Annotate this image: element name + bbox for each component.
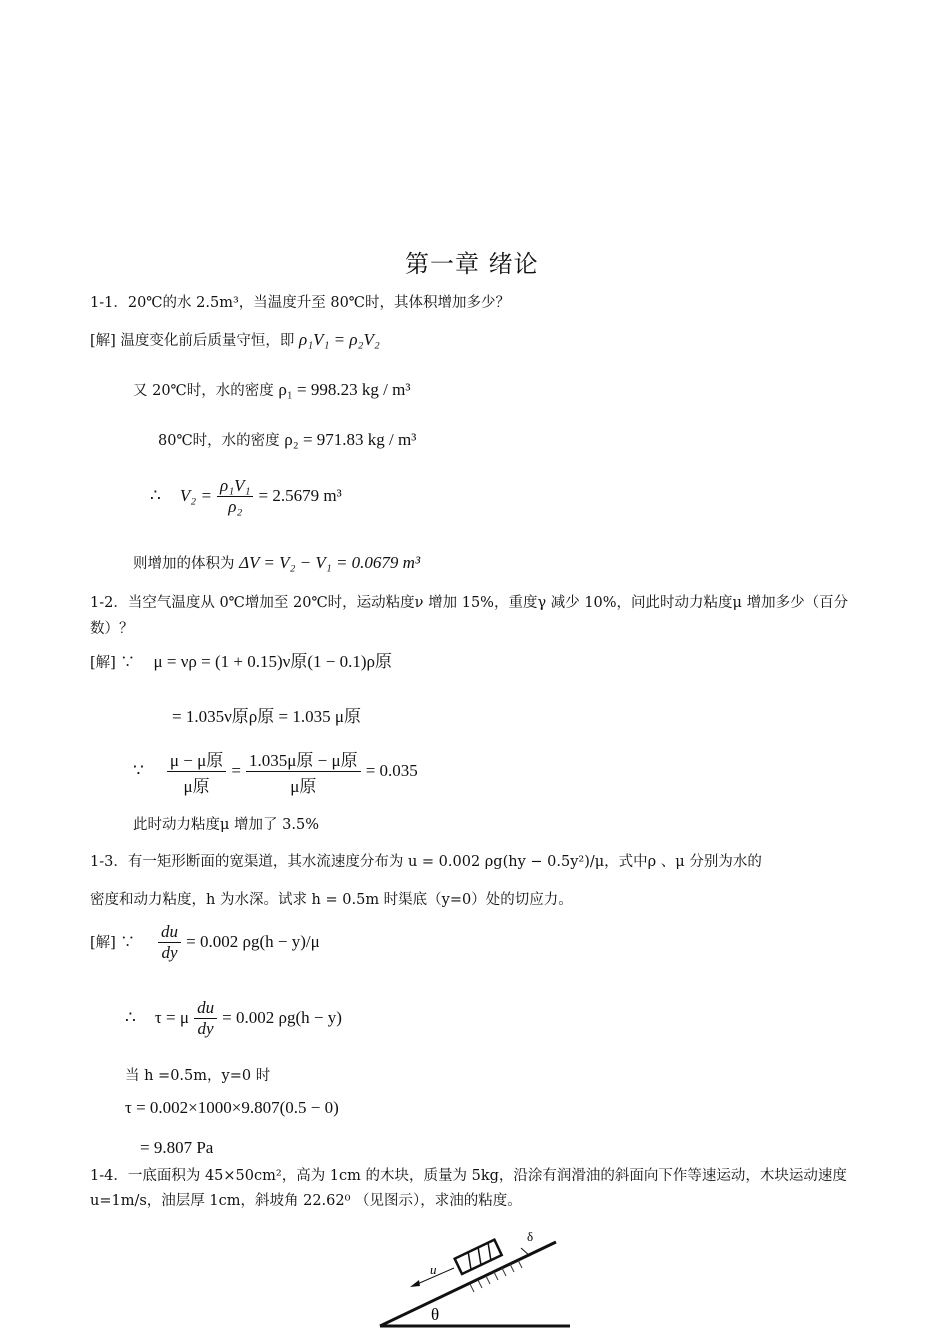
delta-label: δ — [527, 1229, 534, 1244]
velocity-gradient-equation — [90, 922, 320, 963]
problem-1-4-question: 1-4．一底面积为 45×50cm²，高为 1cm 的木块，质量为 5kg，沿涂有润滑油的斜面向下作等速运动，木块运动速度 u=1m/s，油层厚 1cm，斜坡角 22.62⁰ （见图示），求油的粘度。 — [90, 1168, 847, 1209]
tau-rhs: = 0.002 ρg(h − y) — [222, 1008, 342, 1027]
ratio-fraction-1 — [167, 746, 226, 797]
problem-1-2-eq1-line — [90, 652, 392, 673]
du-numerator: du — [194, 998, 217, 1019]
du-dy-fraction — [158, 922, 181, 963]
wooden-block — [455, 1240, 502, 1274]
equals-sign: = — [231, 761, 241, 780]
v2-rhs: = 2.5679 m³ — [258, 486, 342, 505]
ratio-fraction-2 — [246, 746, 361, 797]
v2-fraction — [217, 476, 253, 517]
v2-denominator: ρ₂ — [228, 497, 243, 516]
v2-equation — [150, 476, 342, 517]
angle-label: θ — [431, 1305, 440, 1324]
because-symbol: ∵ — [133, 761, 144, 780]
velocity-label: u — [430, 1262, 437, 1277]
velocity-gradient-rhs: = 0.002 ρg(h − y)/μ — [186, 932, 320, 951]
problem-1-3-question-line-1: 1-3．有一矩形断面的宽渠道，其水流速度分布为 u = 0.002 ρg(hy − 0.5y²)/μ，式中ρ 、μ 分别为水的 — [90, 854, 762, 870]
du-dy-fraction — [194, 998, 217, 1039]
v2-numerator: ρ₁V₁ — [217, 476, 253, 497]
therefore-symbol: ∴ — [150, 486, 161, 505]
du-numerator: du — [158, 922, 181, 943]
viscosity-ratio-equation — [133, 746, 418, 797]
volume-increase-line — [133, 553, 420, 574]
delta-marker — [521, 1248, 530, 1256]
problem-1-2-conclusion: 此时动力粘度μ 增加了 3.5% — [133, 817, 319, 833]
condition-line: 当 h =0.5m，y=0 时 — [125, 1068, 271, 1084]
viscosity-equation-1: μ = νρ = (1 + 0.15)ν原(1 − 0.1)ρ原 — [153, 652, 392, 671]
problem-1-1-solution-intro — [90, 330, 380, 351]
viscosity-equation-2: = 1.035ν原ρ原 = 1.035 μ原 — [172, 707, 361, 726]
velocity-arrowhead — [410, 1280, 420, 1287]
tau-lhs: τ = μ — [154, 1008, 189, 1027]
shear-stress-calculation: τ = 0.002×1000×9.807(0.5 − 0) — [125, 1098, 339, 1117]
ratio-2-denominator: μ原 — [290, 777, 317, 796]
dy-denominator: dy — [161, 943, 178, 962]
density-80c-equation: ρ₂ = 971.83 kg / m³ — [284, 430, 417, 449]
solution-prefix: [解] ∵ — [90, 935, 135, 951]
chapter-title: 第一章 绪论 — [405, 250, 539, 278]
inclined-plane-figure — [370, 1222, 570, 1332]
ratio-1-denominator: μ原 — [183, 777, 210, 796]
density-20c-label: 又 20℃时，水的密度 — [133, 383, 274, 399]
solution-prefix: [解] ∵ — [90, 655, 135, 671]
density-20c-equation: ρ₁ = 998.23 kg / m³ — [278, 380, 411, 399]
density-80c-label: 80℃时，水的密度 — [158, 433, 280, 449]
v2-lhs: V₂ = — [179, 486, 212, 505]
ratio-result: = 0.035 — [365, 761, 418, 780]
therefore-symbol: ∴ — [125, 1008, 136, 1027]
shear-stress-equation — [125, 998, 342, 1039]
ratio-2-numerator: 1.035μ原 − μ原 — [246, 746, 361, 772]
problem-1-1-question: 1-1．20℃的水 2.5m³，当温度升至 80℃时，其体积增加多少？ — [90, 295, 511, 311]
problem-1-3-question-line-2: 密度和动力粘度，h 为水深。试求 h = 0.5m 时渠底（y=0）处的切应力。 — [90, 892, 573, 908]
shear-stress-result: = 9.807 Pa — [140, 1138, 214, 1157]
mass-conservation-equation: ρ₁V₁ = ρ₂V₂ — [299, 330, 380, 349]
density-20c-line — [133, 380, 410, 401]
ratio-1-numerator: μ − μ原 — [167, 746, 226, 772]
volume-increase-label: 则增加的体积为 — [133, 556, 235, 572]
density-80c-line — [158, 430, 416, 451]
dy-denominator: dy — [197, 1019, 214, 1038]
solution-prefix: [解] 温度变化前后质量守恒，即 — [90, 333, 295, 349]
volume-increase-equation: ΔV = V₂ − V₁ = 0.0679 m³ — [239, 553, 421, 572]
problem-1-2-question: 1-2．当空气温度从 0℃增加至 20℃时，运动粘度ν 增加 15%，重度γ 减少 10%，问此时动力粘度μ 增加多少（百分数）？ — [90, 595, 849, 637]
